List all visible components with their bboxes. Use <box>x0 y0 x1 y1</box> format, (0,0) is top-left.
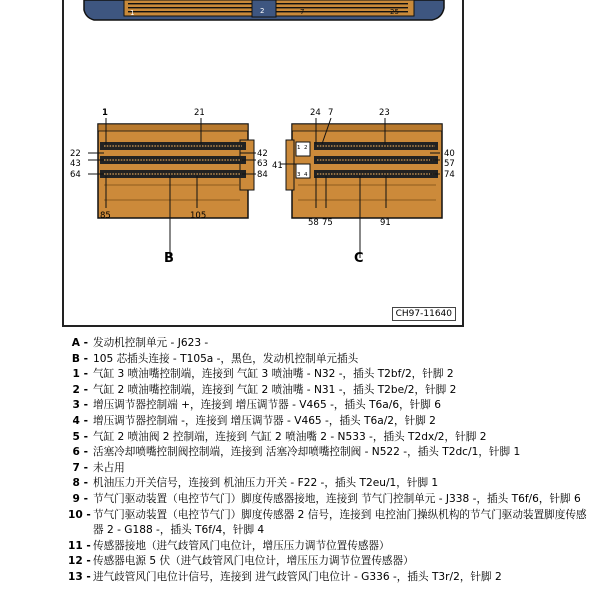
legend-item: 1 - 气缸 3 喷油嘴控制端，连接到 气缸 3 喷油嘴 - N32 -，插头 T2bf/2，针脚 2 <box>72 368 454 381</box>
connector-b <box>98 124 254 218</box>
connector-c-pin-91: 91 <box>380 218 391 228</box>
connector-b-pin-63: 63 <box>257 159 268 169</box>
connector-b-letter: B <box>164 251 174 266</box>
legend-item: 4 - 增压调节器控制端 -，连接到 增压调节器 - V465 -，插头 T6a/2，针脚 2 <box>72 414 436 427</box>
connector-b-pin-22: 22 <box>70 149 81 159</box>
legend-item: 13 - 进气歧管风门电位计信号，连接到 进气歧管风门电位计 - G336 -，插头 T3r/2，针脚 2 <box>68 570 502 583</box>
connector-c-pin-74: 74 <box>444 170 455 180</box>
legend-item: 12 - 传感器电源 5 伏（进气歧管风门电位计，增压压力调节位置传感器） <box>68 555 414 568</box>
connector-c-pin-24: 24 <box>310 108 321 118</box>
top-label-7: 7 <box>300 8 305 16</box>
connector-c-pin-41: 41 <box>272 161 283 171</box>
legend-item: 7 - 未占用 <box>72 461 125 474</box>
top-label-25: 25 <box>390 8 399 16</box>
connector-b-pin-84: 84 <box>257 170 268 180</box>
legend-item: 2 - 气缸 2 喷油嘴控制端，连接到 气缸 2 喷油嘴 - N31 -，插头 T2be/2，针脚 2 <box>72 383 457 396</box>
connector-c <box>286 124 442 218</box>
legend-item: A - 发动机控制单元 - J623 - <box>71 337 209 349</box>
connector-c-inner-pin-1: 1 <box>297 145 301 151</box>
connector-c-pin-7: 7 <box>328 108 334 118</box>
connector-c-pin-23: 23 <box>379 108 390 118</box>
connector-c-pin-58: 58 <box>308 218 319 228</box>
connector-b-pin-42: 42 <box>257 149 268 159</box>
connector-c-letter: C <box>354 251 364 266</box>
connector-c-pin-75: 75 <box>322 218 333 228</box>
connector-b-pin-64: 64 <box>70 170 81 180</box>
connector-b-pin-105: 105 <box>190 211 207 221</box>
legend-item: 11 - 传感器接地（进气歧管风门电位计，增压压力调节位置传感器） <box>68 539 390 552</box>
connector-b-pin-1: 1 <box>102 108 108 118</box>
diagram-frame <box>62 0 464 327</box>
legend-item: 6 - 活塞冷却喷嘴控制阀控制端，连接到 活塞冷却喷嘴控制阀 - N522 -，插头 T2dc/1，针脚 1 <box>72 446 521 459</box>
connector-b-pin-85: 85 <box>100 211 111 221</box>
connector-diagram <box>64 0 462 327</box>
connector-c-inner-pin-3: 3 <box>297 172 301 178</box>
connector-c-pin-40: 40 <box>444 149 455 159</box>
legend-item: B - 105 芯插头连接 - T105a -，黑色，发动机控制单元插头 <box>71 352 359 365</box>
legend-item: 8 - 机油压力开关信号，连接到 机油压力开关 - F22 -，插头 T2eu/1，针脚 1 <box>72 477 439 490</box>
top-label-1: 1 <box>130 9 135 17</box>
connector-c-inner-pin-2: 2 <box>304 145 308 151</box>
connector-b-pin-21: 21 <box>194 108 205 118</box>
legend-list <box>68 336 598 586</box>
legend-item: 5 - 气缸 2 喷油阀 2 控制端，连接到 气缸 2 喷油嘴 2 - N533 -，插头 T2dx/2，针脚 2 <box>72 430 487 443</box>
legend-item: 9 - 节气门驱动装置（电控节气门）脚度传感器接地，连接到 节气门控制单元 - J338 -，插头 T6f/6，针脚 6 <box>72 492 581 505</box>
connector-c-pin-57: 57 <box>444 159 455 169</box>
legend-item: 3 - 增压调节器控制端 +，连接到 增压调节器 - V465 -，插头 T6a/6，针脚 6 <box>72 399 441 412</box>
top-label-2: 2 <box>260 7 265 15</box>
legend-item: 10 - 节气门驱动装置（电控节气门）脚度传感器 2 信号，连接到 电控油门操纵机构的节气门驱动装置脚度传感器 2 - G188 -，插头 T6f/4，针脚 4 <box>68 508 587 537</box>
connector-b-pin-43: 43 <box>70 159 81 169</box>
figure-reference-code: CH97-11640 <box>392 307 456 321</box>
connector-c-inner-pin-4: 4 <box>304 172 308 178</box>
